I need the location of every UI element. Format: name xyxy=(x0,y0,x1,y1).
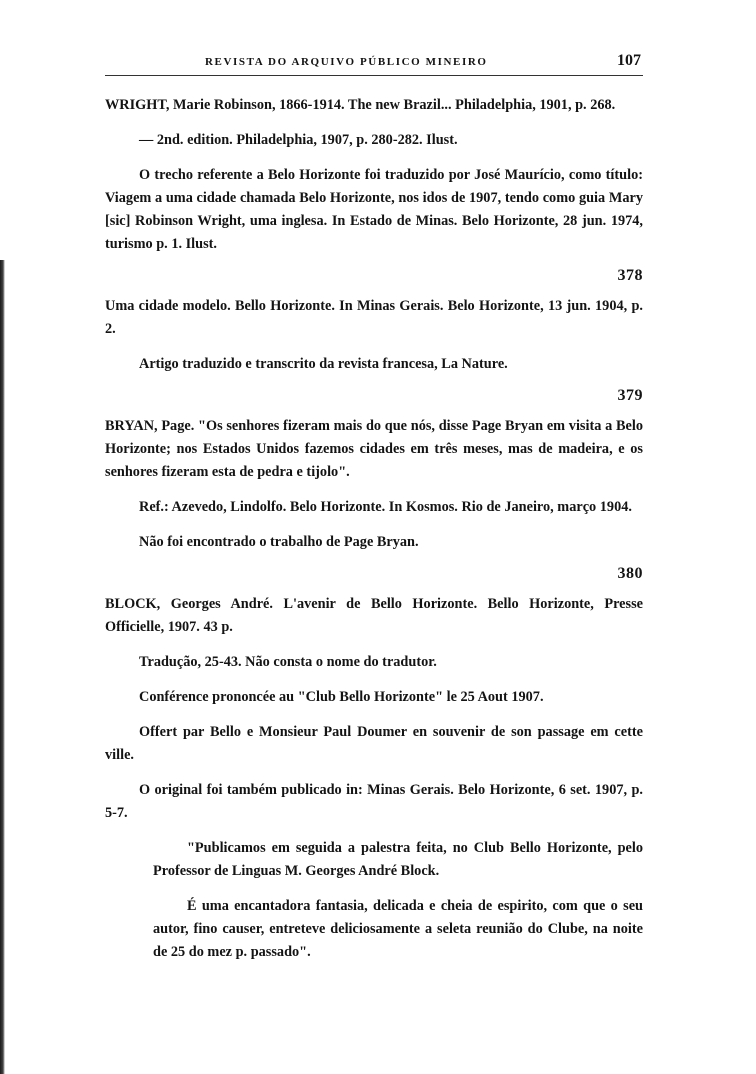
entry-number-378: 378 xyxy=(617,267,643,284)
entry-block-conference-note: Conférence prononcée au "Club Bello Horizonte" le 25 Aout 1907. xyxy=(139,689,544,705)
entry-bryan-reference: Ref.: Azevedo, Lindolfo. Belo Horizonte. In Kosmos. Rio de Janeiro, março 1904. xyxy=(139,499,632,515)
entry-block-original-note: O original foi também publicado in: Minas Gerais. Belo Horizonte, 6 set. 1907, p. 5-7. xyxy=(105,782,643,821)
entry-wright-citation: WRIGHT, Marie Robinson, 1866-1914. The new Brazil... Philadelphia, 1901, p. 268. xyxy=(105,97,616,113)
entry-number-379: 379 xyxy=(617,387,643,404)
entry-block-offert-note: Offert par Bello e Monsieur Paul Doumer en souvenir de son passage em cette ville. xyxy=(105,724,643,763)
entry-bryan-citation: BRYAN, Page. "Os senhores fizeram mais do que nós, disse Page Bryan em visita a Belo Horizonte; nos Estados Unidos fazemos cidades em três meses, mas de madeira, e os senhores fizeram esta de pedra e tijolo". xyxy=(105,418,643,480)
entry-wright-note: O trecho referente a Belo Horizonte foi traduzido por José Maurício, como título: Viagem a uma cidade chamada Belo Horizonte, nos idos de 1907, tendo como guia Mary [sic] Robinson Wright, uma inglesa. In Estado de Minas. Belo Horizonte, 28 jun. 1974, turismo p. 1. Ilust. xyxy=(105,167,643,252)
entry-number-380: 380 xyxy=(617,565,643,582)
entry-block-translation-note: Tradução, 25-43. Não consta o nome do tradutor. xyxy=(139,654,437,670)
running-title: REVISTA DO ARQUIVO PÚBLICO MINEIRO xyxy=(205,56,488,68)
quote-paragraph-2: É uma encantadora fantasia, delicada e cheia de espirito, com que o seu autor, fino causer, entreteve deliciosamente a seleta reunião do Clube, na noite de 25 do mez p. passado". xyxy=(153,898,643,960)
header-rule xyxy=(105,75,643,76)
page-number: 107 xyxy=(617,52,641,69)
quote-paragraph-1: "Publicamos em seguida a palestra feita, no Club Bello Horizonte, pelo Professor de Linguas M. Georges André Block. xyxy=(153,840,643,879)
page-binding-edge xyxy=(0,260,5,1074)
entry-block-citation: BLOCK, Georges André. L'avenir de Bello Horizonte. Bello Horizonte, Presse Officielle, 1907. 43 p. xyxy=(105,596,643,635)
entry-wright-second-edition: — 2nd. edition. Philadelphia, 1907, p. 280-282. Ilust. xyxy=(139,132,458,148)
block-quotation xyxy=(153,837,643,964)
entry-cidade-modelo-citation: Uma cidade modelo. Bello Horizonte. In Minas Gerais. Belo Horizonte, 13 jun. 1904, p. 2. xyxy=(105,298,643,337)
page-content xyxy=(105,94,643,976)
entry-cidade-modelo-note: Artigo traduzido e transcrito da revista francesa, La Nature. xyxy=(139,356,508,372)
page-header xyxy=(105,52,643,74)
entry-bryan-note: Não foi encontrado o trabalho de Page Bryan. xyxy=(139,534,419,550)
